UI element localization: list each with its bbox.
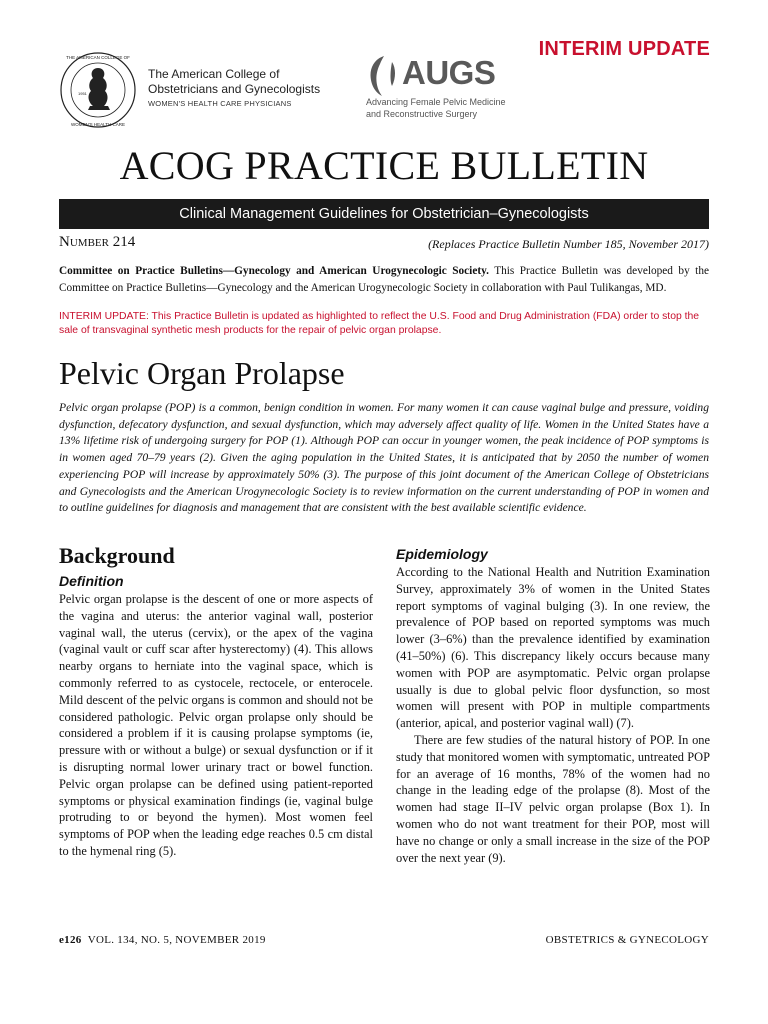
acog-name-line2: Obstetricians and Gynecologists <box>148 82 321 96</box>
interim-update-badge: INTERIM UPDATE <box>538 38 710 60</box>
subheading-definition: Definition <box>59 573 124 589</box>
right-column <box>396 546 710 866</box>
page-header <box>0 0 768 140</box>
subheading-epidemiology: Epidemiology <box>396 546 488 562</box>
epidemiology-paragraph-2: There are few studies of the natural history of POP. In one study that monitored women with symptomatic, untreated POP for an average of 16 months, 78% of the women had no change in the leading edge of the prolapse (8). Most of the women had stage II–IV pelvic organ prolapse (Box 1). In women who do not want treatment for their POP, most will have no change or only a small increase in the size of the POP over the next year (9). <box>396 732 710 865</box>
replaces-note: (Replaces Practice Bulletin Number 185, November 2017) <box>428 237 709 251</box>
number-label-initial: N <box>59 234 70 250</box>
augs-logo-text: AUGS <box>402 54 496 91</box>
augs-mark-logo <box>362 52 402 98</box>
page-title: Pelvic Organ Prolapse <box>59 355 345 391</box>
committee-text: This Practice Bulletin was developed by the Committee on Practice Bulletins—Gynecology and the American Urogynecologic Society in collaboration with Paul Tulikangas, MD. <box>59 265 709 294</box>
augs-tagline <box>366 96 506 120</box>
committee-name: Committee on Practice Bulletins—Gynecology and American Urogynecologic Society. <box>59 265 489 277</box>
svg-text:THE AMERICAN COLLEGE OF: THE AMERICAN COLLEGE OF <box>66 55 130 60</box>
acog-name-line1: The American College of <box>148 67 280 81</box>
definition-paragraph: Pelvic organ prolapse is the descent of one or more aspects of the vagina and uterus: the anterior vaginal wall, posterior vaginal wall, the uterus (cervix), or the apex of the vagina (vaginal vault or cuff scar after hysterectomy) (4). This allows nearby organs to herniate into the vaginal space, which is commonly referred to as cystocele, rectocele, or enterocele. Mild descent of the pelvic organs is common and should not be considered pathologic. Pelvic organ prolapse only should be considered a problem if it is causing prolapse symptoms (ie, pressure with or without a bulge) or sexual dysfunction or if it is disrupting normal lower urinary tract or bowel function. Pelvic organ prolapse can be defined using patient-reported symptoms or physical examination findings (ie, vaginal bulge protruding to or beyond the hymen). Most women feel symptoms of POP when the leading edge reaches 0.5 cm distal to the hymenal ring (5). <box>59 592 373 858</box>
committee-statement <box>59 263 709 297</box>
augs-tagline-line1: Advancing Female Pelvic Medicine <box>366 97 506 107</box>
bulletin-subtitle-bar: Clinical Management Guidelines for Obstetrician–Gynecologists <box>59 199 709 229</box>
acog-seal-logo <box>58 50 138 130</box>
footer-volume: VOL. 134, NO. 5, NOVEMBER 2019 <box>87 934 266 946</box>
epidemiology-paragraph-1: According to the National Health and Nutrition Examination Survey, approximately 3% of women in the United States report symptoms of vaginal bulging (3). In one review, the prevalence of POP based on reported symptoms was much lower (3–6%) than the prevalence identified by examination (41–50%) (6). This discrepancy likely occurs because many women with POP are asymptomatic. Pelvic organ prolapse usually is due to global pelvic floor dysfunction, so most women will present with POP in multiple compartments (anterior, apical, and posterior vaginal wall) (7). <box>396 565 710 731</box>
footer-page-id: e126 <box>59 934 82 946</box>
acog-name <box>148 67 348 97</box>
left-column <box>59 543 373 860</box>
acog-subtitle: WOMEN'S HEALTH CARE PHYSICIANS <box>148 99 292 108</box>
number-value: 214 <box>112 234 136 250</box>
interim-update-note: INTERIM UPDATE: This Practice Bulletin is updated as highlighted to reflect the U.S. Food and Drug Administration (FDA) order to stop the sale of transvaginal synthetic mesh products for the repair of pelvic organ prolapse. <box>59 311 700 336</box>
bulletin-title: ACOG PRACTICE BULLETIN <box>119 143 649 188</box>
abstract: Pelvic organ prolapse (POP) is a common, benign condition in women. For many women it can cause vaginal bulge and pressure, voiding dysfunction, defecatory dysfunction, and sexual dysfunction, which may adversely affect quality of life. Women in the United States have a 13% lifetime risk of undergoing surgery for POP (1). Although POP can occur in younger women, the peak incidence of POP symptoms is in women aged 70–79 years (2). Given the aging population in the United States, it is anticipated that by 2050 the number of women experiencing POP will increase by approximately 50% (3). The purpose of this joint document of the American College of Obstetricians and Gynecologists and the American Urogynecologic Society is to review information on the current understanding of POP in women and to outline guidelines for diagnosis and management that are consistent with the best available scientific evidence. <box>59 401 709 515</box>
svg-text:WOMEN'S HEALTH CARE: WOMEN'S HEALTH CARE <box>70 122 126 127</box>
footer-left <box>59 934 266 946</box>
footer-journal: OBSTETRICS & GYNECOLOGY <box>545 934 709 946</box>
svg-text:1951: 1951 <box>78 91 87 96</box>
section-heading-background: Background <box>59 543 175 568</box>
augs-tagline-line2: and Reconstructive Surgery <box>366 109 478 119</box>
bulletin-number <box>59 234 135 251</box>
number-label-rest: UMBER <box>69 237 109 249</box>
